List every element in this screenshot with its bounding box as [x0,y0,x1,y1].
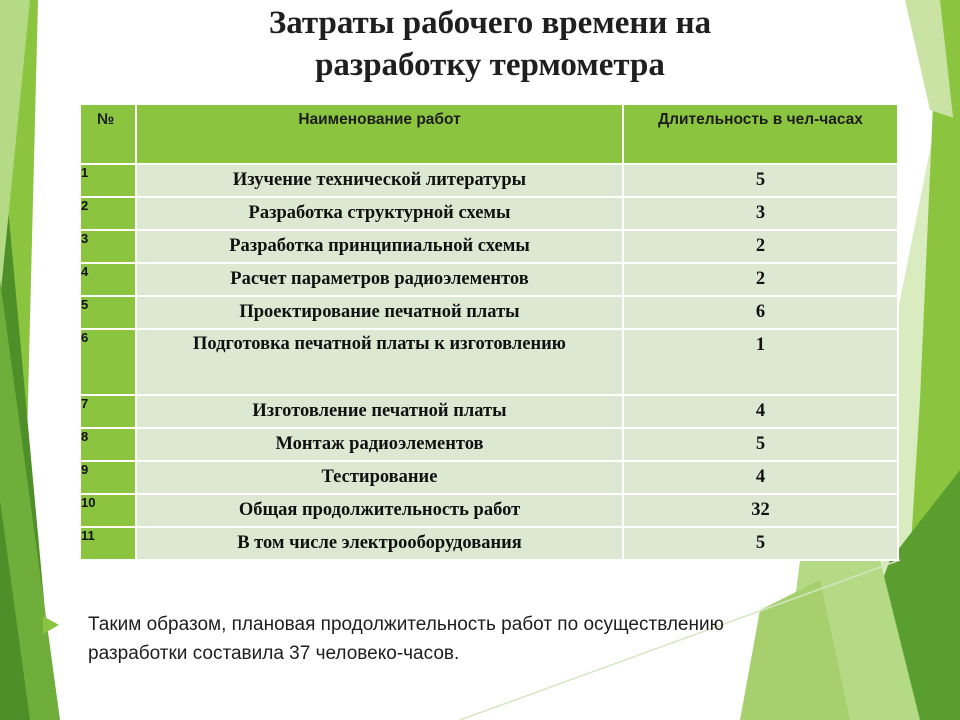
conclusion-text [88,610,908,668]
row-number: 3 [80,230,136,263]
table-row [80,329,898,395]
row-work-name: Общая продолжительность работ [136,494,623,527]
row-number: 7 [80,395,136,428]
row-number: 6 [80,329,136,395]
row-duration: 2 [623,263,898,296]
row-number: 5 [80,296,136,329]
row-number: 4 [80,263,136,296]
row-duration: 32 [623,494,898,527]
table-row [80,230,898,263]
header-number: № [80,104,136,164]
row-number: 1 [80,164,136,197]
table-row [80,527,898,560]
table-row [80,296,898,329]
table-row [80,164,898,197]
row-duration: 6 [623,296,898,329]
row-work-name: Изучение технической литературы [136,164,623,197]
header-duration: Длительность в чел-часах [623,104,898,164]
row-duration: 5 [623,428,898,461]
table-row [80,263,898,296]
row-work-name: Монтаж радиоэлементов [136,428,623,461]
row-number: 10 [80,494,136,527]
row-duration: 5 [623,527,898,560]
work-time-table [79,103,899,561]
header-work-name: Наименование работ [136,104,623,164]
table-header-row [80,104,898,164]
table-row [80,494,898,527]
row-duration: 2 [623,230,898,263]
table-row [80,428,898,461]
row-work-name: Проектирование печатной платы [136,296,623,329]
slide-title [180,2,800,86]
table-row [80,197,898,230]
title-line-2: разработку термометра [315,47,665,83]
table-row [80,461,898,494]
row-work-name: Разработка принципиальной схемы [136,230,623,263]
row-work-name: Изготовление печатной платы [136,395,623,428]
row-work-name: Тестирование [136,461,623,494]
conclusion-line-2: разработки составила 37 человеко-часов. [88,643,460,664]
row-number: 11 [80,527,136,560]
title-line-1: Затраты рабочего времени на [268,5,712,41]
triangle-arrow-bullet-icon [43,616,59,634]
row-work-name: Подготовка печатной платы к изготовлению [136,329,623,395]
row-duration: 1 [623,329,898,395]
row-duration: 3 [623,197,898,230]
row-work-name: Разработка структурной схемы [136,197,623,230]
row-number: 8 [80,428,136,461]
conclusion-line-1: Таким образом, плановая продолжительность работ по осуществлению [88,614,724,635]
row-work-name: Расчет параметров радиоэлементов [136,263,623,296]
row-number: 9 [80,461,136,494]
row-number: 2 [80,197,136,230]
row-duration: 5 [623,164,898,197]
table-row [80,395,898,428]
row-work-name: В том числе электрооборудования [136,527,623,560]
row-duration: 4 [623,395,898,428]
row-duration: 4 [623,461,898,494]
